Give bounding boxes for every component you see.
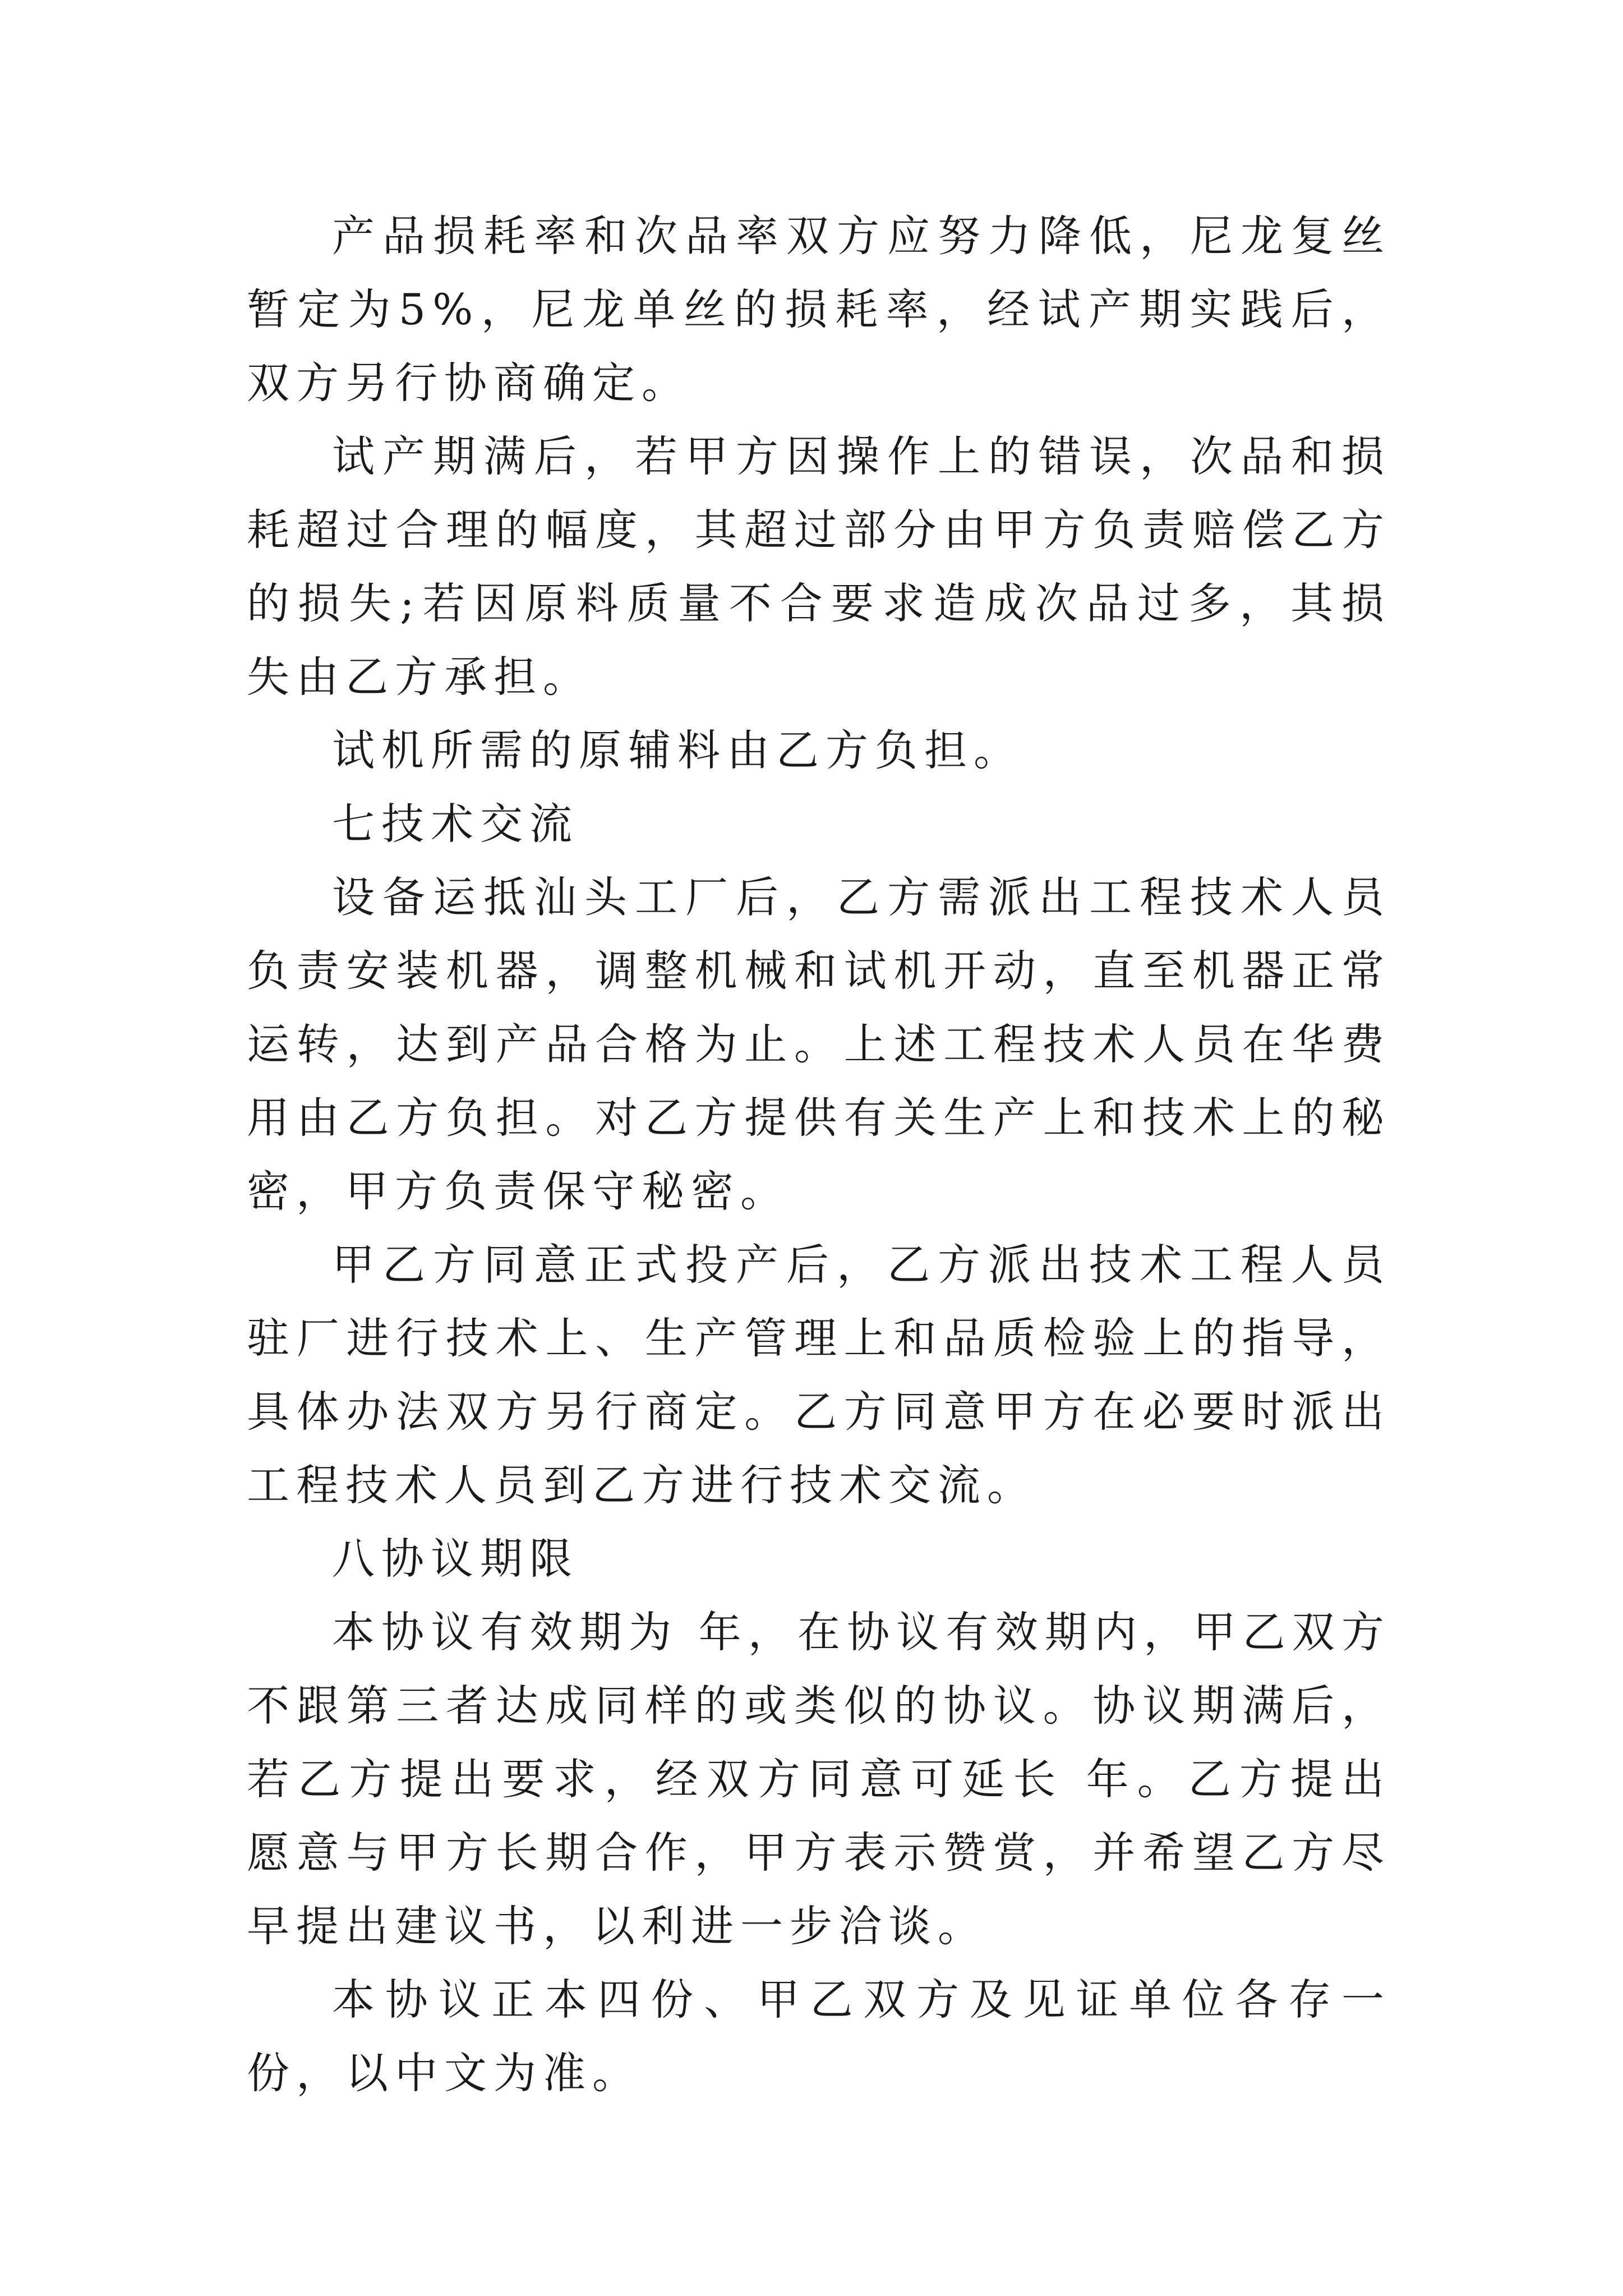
section-heading-tech-exchange: 七技术交流 [332, 799, 579, 849]
section-heading-agreement-term: 八协议期限 [332, 1534, 579, 1584]
para-trial-liability: 试产期满后，若甲方因操作上的错误，次品和损耗超过合理的幅度，其超过部分由甲方负责赔偿乙方的损失;若因原料质量不合要求造成次品过多，其损失由乙方承担。 [247, 431, 1391, 702]
document-body [247, 199, 1391, 2110]
para-loss-rate: 产品损耗率和次品率双方应努力降低，尼龙复丝暂定为5%，尼龙单丝的损耗率，经试产期实践后，双方另行协商确定。 [247, 211, 1391, 408]
para-trial-materials: 试机所需的原辅料由乙方负担。 [332, 725, 1023, 775]
para-technical-guidance: 甲乙方同意正式投产后，乙方派出技术工程人员驻厂进行技术上、生产管理上和品质检验上的指导，具体办法双方另行商定。乙方同意甲方在必要时派出工程技术人员到乙方进行技术交流。 [247, 1240, 1391, 1510]
para-copies: 本协议正本四份、甲乙双方及见证单位各存一份，以中文为准。 [247, 1975, 1391, 2098]
para-validity: 本协议有效期为 年，在协议有效期内，甲乙双方不跟第三者达成同样的或类似的协议。协议期满后，若乙方提出要求，经双方同意可延长 年。乙方提出愿意与甲方长期合作，甲方表示赞赏，并希望乙方尽早提出建议书，以利进一步洽谈。 [247, 1607, 1391, 1951]
para-installation: 设备运抵汕头工厂后，乙方需派出工程技术人员负责安装机器，调整机械和试机开动，直至机器正常运转，达到产品合格为止。上述工程技术人员在华费用由乙方负担。对乙方提供有关生产上和技术上的秘密，甲方负责保守秘密。 [247, 872, 1391, 1216]
